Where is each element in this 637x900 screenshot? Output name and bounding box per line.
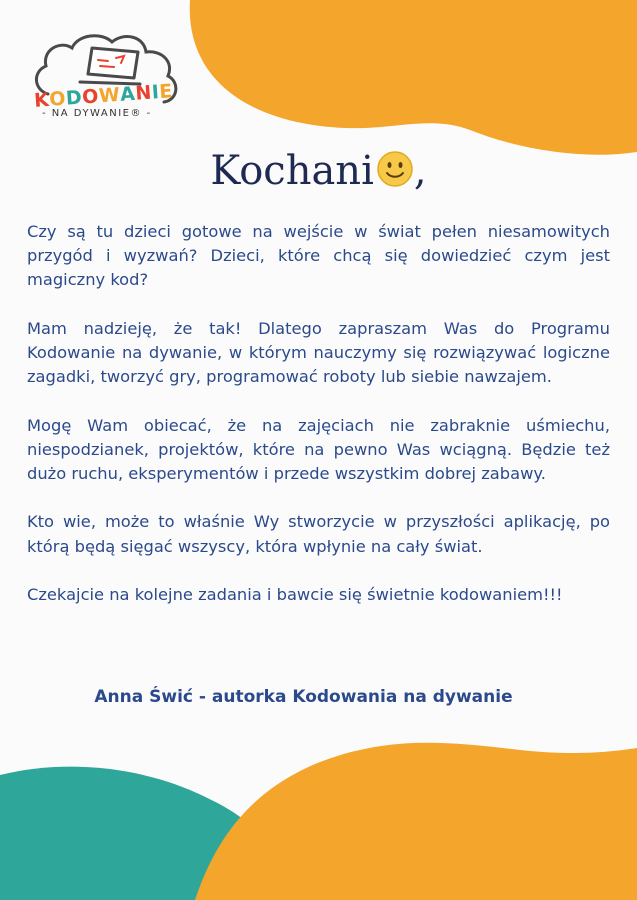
letter-body [27, 220, 610, 631]
paragraph: Mam nadzieję, że tak! Dlatego zapraszam Was do Programu Kodowanie na dywanie, w którym nauczymy się rozwiązywać logiczne zagadki, tworzyć gry, programować roboty lub siebie nawzajem. [27, 318, 610, 387]
signature: Anna Świć - autorka Kodowania na dywanie [94, 687, 513, 707]
logo-letter: N [134, 81, 153, 105]
logo-letter: K [33, 88, 51, 112]
top-orange-blob [190, 0, 637, 155]
paragraph: Mogę Wam obiecać, że na zajęciach nie zabraknie uśmiechu, niespodzianek, projektów, które na pewno Was wciągną. Będzie też dużo ruchu, eksperymentów i przede wszystkim dobrej zabawy. [27, 415, 610, 483]
logo-letter: A [119, 82, 137, 106]
page-title [0, 148, 637, 194]
logo-letter: I [151, 81, 161, 104]
logo-letter: O [48, 87, 67, 111]
paragraph: Kto wie, może to właśnie Wy stworzycie w przyszłości aplikację, po którą będą sięgać wszyscy, która wpłynie na cały świat. [27, 512, 610, 556]
paragraph: Czekajcie na kolejne zadania i bawcie się świetnie kodowaniem!!! [27, 584, 563, 604]
kodowanie-logo [28, 28, 184, 128]
title-text: Kochani [210, 148, 374, 194]
logo-letter: W [98, 83, 122, 108]
logo-letter: O [81, 85, 100, 109]
bottom-orange-blob [195, 743, 637, 900]
paragraph: Czy są tu dzieci gotowe na wejście w świat pełen niesamowitych przygód i wyzwań? Dzieci, które chcą się dowiedzieć czym jest magiczny kod? [27, 222, 610, 290]
logo-letter: E [158, 80, 174, 104]
title-suffix: , [413, 148, 427, 194]
logo-subtitle: - NA DYWANIE® - [42, 108, 152, 119]
smiley-face-icon [376, 150, 414, 188]
logo-letter: D [65, 86, 83, 110]
